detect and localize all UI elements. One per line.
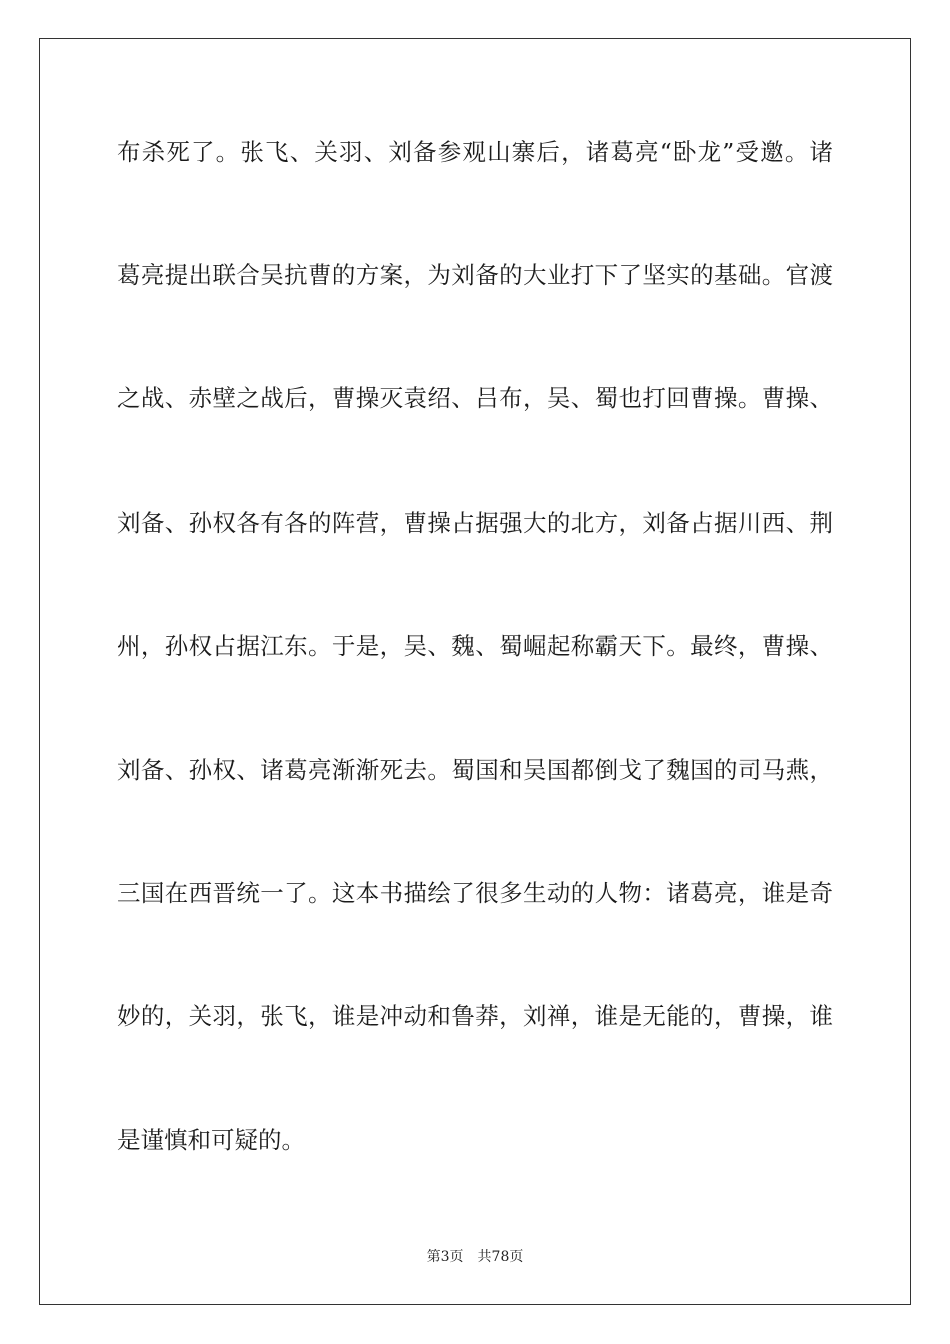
body-text-line: 布杀死了。张飞、关羽、刘备参观山寨后，诸葛亮“卧龙”受邀。诸: [117, 138, 833, 166]
total-pages: 共78页: [477, 1249, 524, 1265]
body-text-line: 葛亮提出联合吴抗曹的方案，为刘备的大业打下了坚实的基础。官渡: [117, 261, 833, 289]
body-text-line: 妙的，关羽，张飞，谁是冲动和鲁莽，刘禅，谁是无能的，曹操，谁: [117, 1002, 833, 1030]
page-footer: [0, 1246, 950, 1266]
body-text-line: 之战、赤壁之战后，曹操灭袁绍、吕布，吴、蜀也打回曹操。曹操、: [117, 384, 833, 412]
body-text-line: 刘备、孙权、诸葛亮渐渐死去。蜀国和吴国都倒戈了魏国的司马燕，: [117, 756, 833, 784]
page-number: 第3页: [426, 1249, 464, 1265]
body-text-line: 州，孙权占据江东。于是，吴、魏、蜀崛起称霸天下。最终，曹操、: [117, 632, 833, 660]
body-text-line: 是谨慎和可疑的。: [117, 1126, 305, 1154]
page-frame: [39, 38, 911, 1305]
body-text-line: 三国在西晋统一了。这本书描绘了很多生动的人物：诸葛亮，谁是奇: [117, 879, 833, 907]
body-text-line: 刘备、孙权各有各的阵营，曹操占据强大的北方，刘备占据川西、荆: [117, 509, 833, 537]
